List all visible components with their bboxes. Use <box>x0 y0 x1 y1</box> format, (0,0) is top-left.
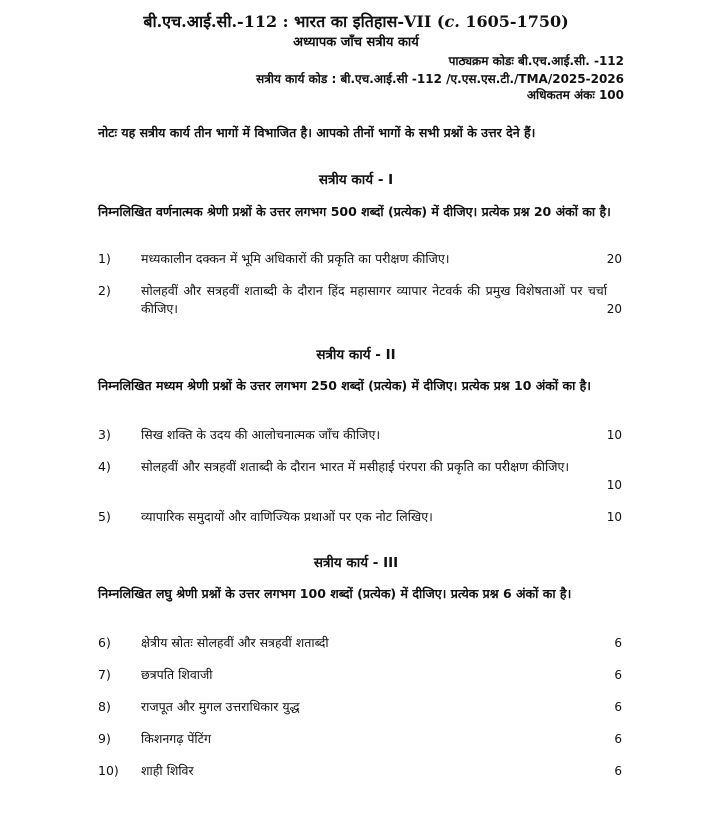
question-text: सिख शक्ति के उदय की आलोचनात्मक जाँच कीजिए। <box>141 427 381 442</box>
assignment-subtitle: अध्यापक जाँच सत्रीय कार्य <box>293 35 419 50</box>
question-text: किशनगढ़ पेंटिंग <box>141 731 211 746</box>
question-number: 4) <box>98 459 111 474</box>
question-number: 6) <box>98 635 111 650</box>
question-number: 3) <box>98 427 111 442</box>
course-title-italic: c. <box>444 12 460 31</box>
section-heading-2: सत्रीय कार्य - II <box>316 347 396 363</box>
question-number: 1) <box>98 251 111 266</box>
course-title <box>0 10 712 32</box>
question-number: 8) <box>98 699 111 714</box>
question-text: राजपूत और मुगल उत्तराधिकार युद्ध <box>141 699 300 714</box>
question-text: छत्रपति शिवाजी <box>141 667 213 682</box>
question-marks: 20 <box>606 302 622 316</box>
course-title-suffix: 1605-1750) <box>459 12 569 31</box>
instructions-note: नोटः यह सत्रीय कार्य तीन भागों में विभाजित है। आपको तीनों भागों के सभी प्रश्नों के उत्तर देने हैं। <box>98 125 536 140</box>
question-number: 10) <box>98 763 119 778</box>
course-title-prefix: बी.एच.आई.सी.-112 : भारत का इतिहास-VII ( <box>143 12 445 31</box>
question-marks: 10 <box>606 478 622 492</box>
section-instruction-2: निम्नलिखित मध्यम श्रेणी प्रश्नों के उत्तर लगभग 250 शब्दों (प्रत्येक) में दीजिए। प्रत्येक प्रश्न 10 अंकों का है। <box>98 378 592 393</box>
question-marks: 6 <box>614 732 622 746</box>
section-heading-3: सत्रीय कार्य - III <box>313 555 399 571</box>
question-text: शाही शिविर <box>141 763 194 778</box>
question-text: मध्यकालीन दक्कन में भूमि अधिकारों की प्रकृति का परीक्षण कीजिए। <box>141 251 450 266</box>
question-number: 2) <box>98 283 111 298</box>
question-text: सोलहवीं और सत्रहवीं शताब्दी के दौरान हिंद महासागर व्यापार नेटवर्क की प्रमुख विशेषताओं पर चर्चा कीजिए। <box>141 283 607 316</box>
question-item <box>98 458 622 494</box>
course-code: पाठ्यक्रम कोडः बी.एच.आई.सी. -112 <box>448 54 624 68</box>
question-marks: 6 <box>614 764 622 778</box>
question-marks: 10 <box>606 510 622 524</box>
question-marks: 20 <box>606 252 622 266</box>
section-instruction-3: निम्नलिखित लघु श्रेणी प्रश्नों के उत्तर लगभग 100 शब्दों (प्रत्येक) में दीजिए। प्रत्येक प्रश्न 6 अंकों का है। <box>98 586 572 601</box>
question-item <box>98 282 622 318</box>
question-text: सोलहवीं और सत्रहवीं शताब्दी के दौरान भारत में मसीहाई पंरपरा की प्रकृति का परीक्षण कीजिए। <box>141 459 570 474</box>
question-number: 5) <box>98 509 111 524</box>
question-marks: 6 <box>614 668 622 682</box>
question-marks: 6 <box>614 636 622 650</box>
section-heading-1: सत्रीय कार्य - I <box>318 172 394 188</box>
section-instruction-1: निम्नलिखित वर्णनात्मक श्रेणी प्रश्नों के उत्तर लगभग 500 शब्दों (प्रत्येक) में दीजिए। प्रत्येक प्रश्न 20 अंकों का है। <box>98 204 611 219</box>
question-number: 9) <box>98 731 111 746</box>
assignment-code: सत्रीय कार्य कोड : बी.एच.आई.सी -112 /ए.एस.एस.टी./TMA/2025-2026 <box>256 72 624 86</box>
question-text: क्षेत्रीय स्रोतः सोलहवीं और सत्रहवीं शताब्दी <box>141 635 329 650</box>
question-text: व्यापारिक समुदायों और वाणिज्यिक प्रथाओं पर एक नोट लिखिए। <box>141 509 433 524</box>
question-marks: 10 <box>606 428 622 442</box>
question-number: 7) <box>98 667 111 682</box>
question-marks: 6 <box>614 700 622 714</box>
max-marks: अधिकतम अंकः 100 <box>526 88 624 102</box>
